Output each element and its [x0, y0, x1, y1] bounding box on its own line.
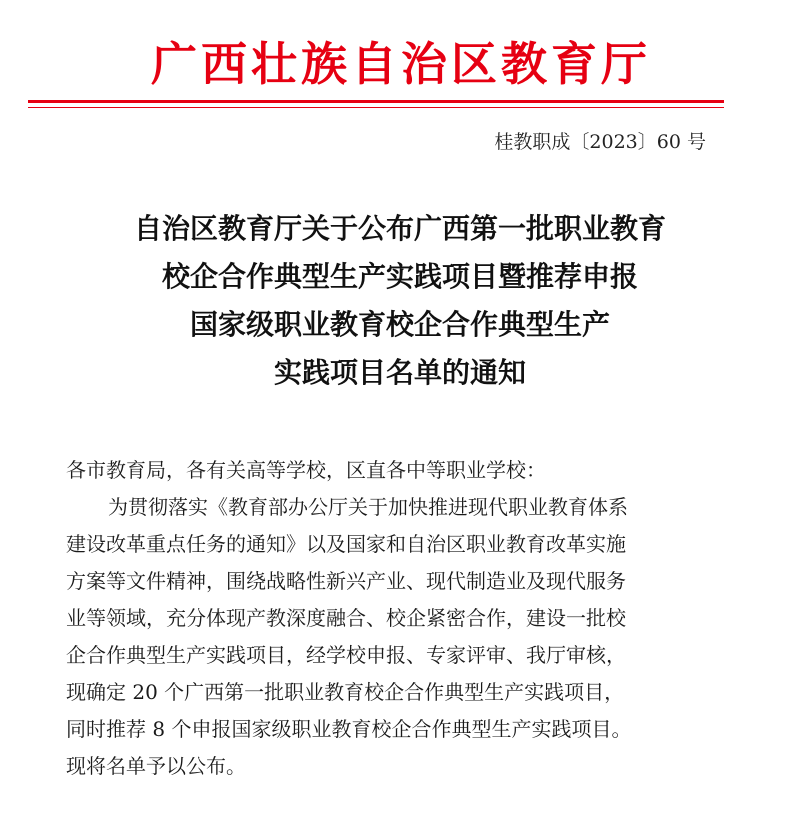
title-line: 自治区教育厅关于公布广西第一批职业教育 [133, 212, 666, 245]
body-line: 现确定 20 个广西第一批职业教育校企合作典型生产实践项目， [66, 680, 625, 704]
body-line: 方案等文件精神，围绕战略性新兴产业、现代制造业及现代服务 [66, 569, 626, 593]
document-title [60, 205, 740, 397]
masthead-rule-thick [28, 100, 724, 103]
salutation: 各市教育局，各有关高等学校，区直各中等职业学校： [66, 458, 546, 482]
body-line: 现将名单予以公布。 [66, 754, 246, 778]
title-line: 国家级职业教育校企合作典型生产 [189, 308, 610, 341]
body-line: 同时推荐 8 个申报国家级职业教育校企合作典型生产实践项目。 [66, 717, 632, 741]
title-line: 校企合作典型生产实践项目暨推荐申报 [161, 260, 638, 293]
body-line: 业等领域，充分体现产教深度融合、校企紧密合作，建设一批校 [66, 606, 626, 630]
document-number: 桂教职成〔2023〕60 号 [494, 131, 706, 153]
body-line: 建设改革重点任务的通知》以及国家和自治区职业教育改革实施 [66, 532, 626, 556]
body-line: 为贯彻落实《教育部办公厅关于加快推进现代职业教育体系 [108, 495, 628, 519]
body-line: 企合作典型生产实践项目，经学校申报、专家评审、我厅审核， [66, 643, 626, 667]
masthead-title: 广西壮族自治区教育厅 [151, 37, 651, 91]
document-body [66, 452, 726, 785]
masthead-rule-thin [28, 107, 724, 108]
title-line: 实践项目名单的通知 [273, 356, 526, 389]
